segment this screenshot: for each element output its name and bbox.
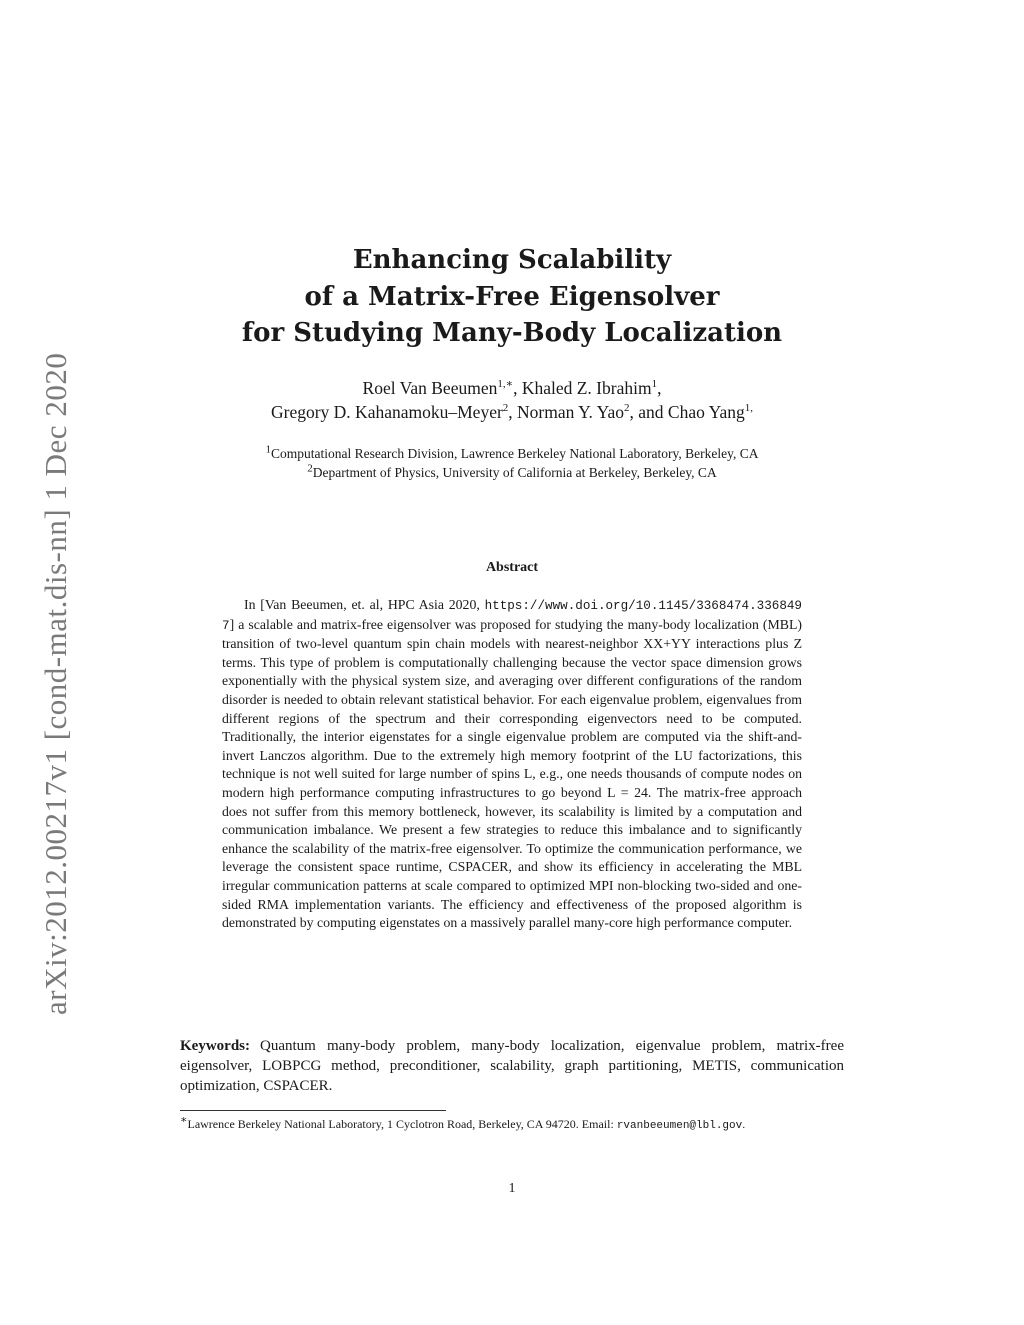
author-affil-mark: 1, [744,402,753,415]
affiliation-1 [160,444,864,463]
abstract-body [222,596,802,933]
paper-title [180,242,844,352]
abstract-text-rest: ] a scalable and matrix-free eigensolver was proposed for studying the many-body localization (MBL) transition of two-level quantum spin chain models with nearest-neighbor XX+YY interactions plus Z terms. This type of problem is computationally challenging because the vector space dimension grows exponentially with the physical system size, and averaging over different configurations of the random disorder is needed to obtain relevant statistical behavior. For each eigenvalue problem, eigenvalues from different regions of the spectrum and their corresponding eigenvectors need to be computed. Traditionally, the interior eigenstates for a single eigenvalue problem are computed via the shift-and-invert Lanczos algorithm. Due to the extremely high memory footprint of the LU factorizations, this technique is not well suited for large number of spins L, e.g., one needs thousands of compute nodes on modern high performance computing infrastructures to go beyond L = 24. The matrix-free approach does not suffer from this memory bottleneck, however, its scalability is limited by a computation and communication imbalance. We present a few strategies to reduce this imbalance and to significantly enhance the scalability of the matrix-free eigensolver. To optimize the communication performance, we leverage the consistent space runtime, CSPACER, and show its efficiency in accelerating the MBL irregular communication patterns at scale compared to optimized MPI non-blocking two-sided and one-sided RMA implementation variants. The efficiency and effectiveness of the proposed algorithm is demonstrated by computing eigenstates on a massively parallel many-core high performance computer. [222,616,802,931]
arxiv-identifier-stamp: arXiv:2012.00217v1 [cond-mat.dis-nn] 1 Dec 2020 [38,352,73,1015]
affiliation-mark: 2 [307,462,313,475]
abstract-text-start: In [Van Beeumen, et. al, HPC Asia 2020, [244,597,485,612]
author-line-1 [180,376,844,400]
author-name: Khaled Z. Ibrahim [521,378,652,398]
corresponding-author-footnote [180,1116,844,1135]
author-name: Chao Yang [667,402,745,422]
author-separator: , and [629,402,668,422]
footnote-text: Lawrence Berkeley National Laboratory, 1 Cyclotron Road, Berkeley, CA 94720. Email: [187,1117,617,1131]
affiliation-list [160,444,864,482]
author-list [180,376,844,424]
page-number: 1 [508,1181,516,1196]
email-link[interactable]: rvanbeeumen@lbl.gov [616,1120,743,1132]
keywords-text: Quantum many-body problem, many-body localization, eigenvalue problem, matrix-free eigensolver, LOBPCG method, preconditioner, scalability, graph partitioning, METIS, communication optimization, CSPACER. [180,1038,844,1094]
author-line-2 [180,400,844,424]
author-separator: , [508,402,518,422]
affiliation-text: Computational Research Division, Lawrence Berkeley National Laboratory, Berkeley, CA [271,446,759,461]
author-name: Norman Y. Yao [517,402,625,422]
author-name: Roel Van Beeumen [362,378,498,398]
author-separator: , [513,378,522,398]
affiliation-mark: 1 [265,443,272,456]
keywords-label: Keywords: [180,1038,250,1054]
author-affil-mark: 1 [651,378,658,391]
author-affil-mark: 1,∗ [497,378,514,391]
title-line-2: of a Matrix-Free Eigensolver [304,281,720,312]
affiliation-2 [160,463,864,482]
title-line-1: Enhancing Scalability [352,245,672,275]
abstract-paragraph [222,596,802,933]
abstract-heading: Abstract [485,560,539,575]
doi-link[interactable]: https://www.doi.org/10.1145/3368474.3368497 [222,599,802,633]
author-name: Gregory D. Kahanamoku–Meyer [270,402,503,422]
author-separator: , [657,378,662,398]
title-line-3: for Studying Many-Body Localization [241,318,783,348]
author-affil-mark: 2 [624,402,630,415]
footnote-marker: ∗ [180,1114,188,1126]
footnote-divider [180,1110,446,1111]
author-affil-mark: 2 [502,402,509,415]
footnote-end: . [742,1117,746,1131]
keywords-section [180,1036,844,1096]
affiliation-text: Department of Physics, University of California at Berkeley, Berkeley, CA [312,465,717,480]
